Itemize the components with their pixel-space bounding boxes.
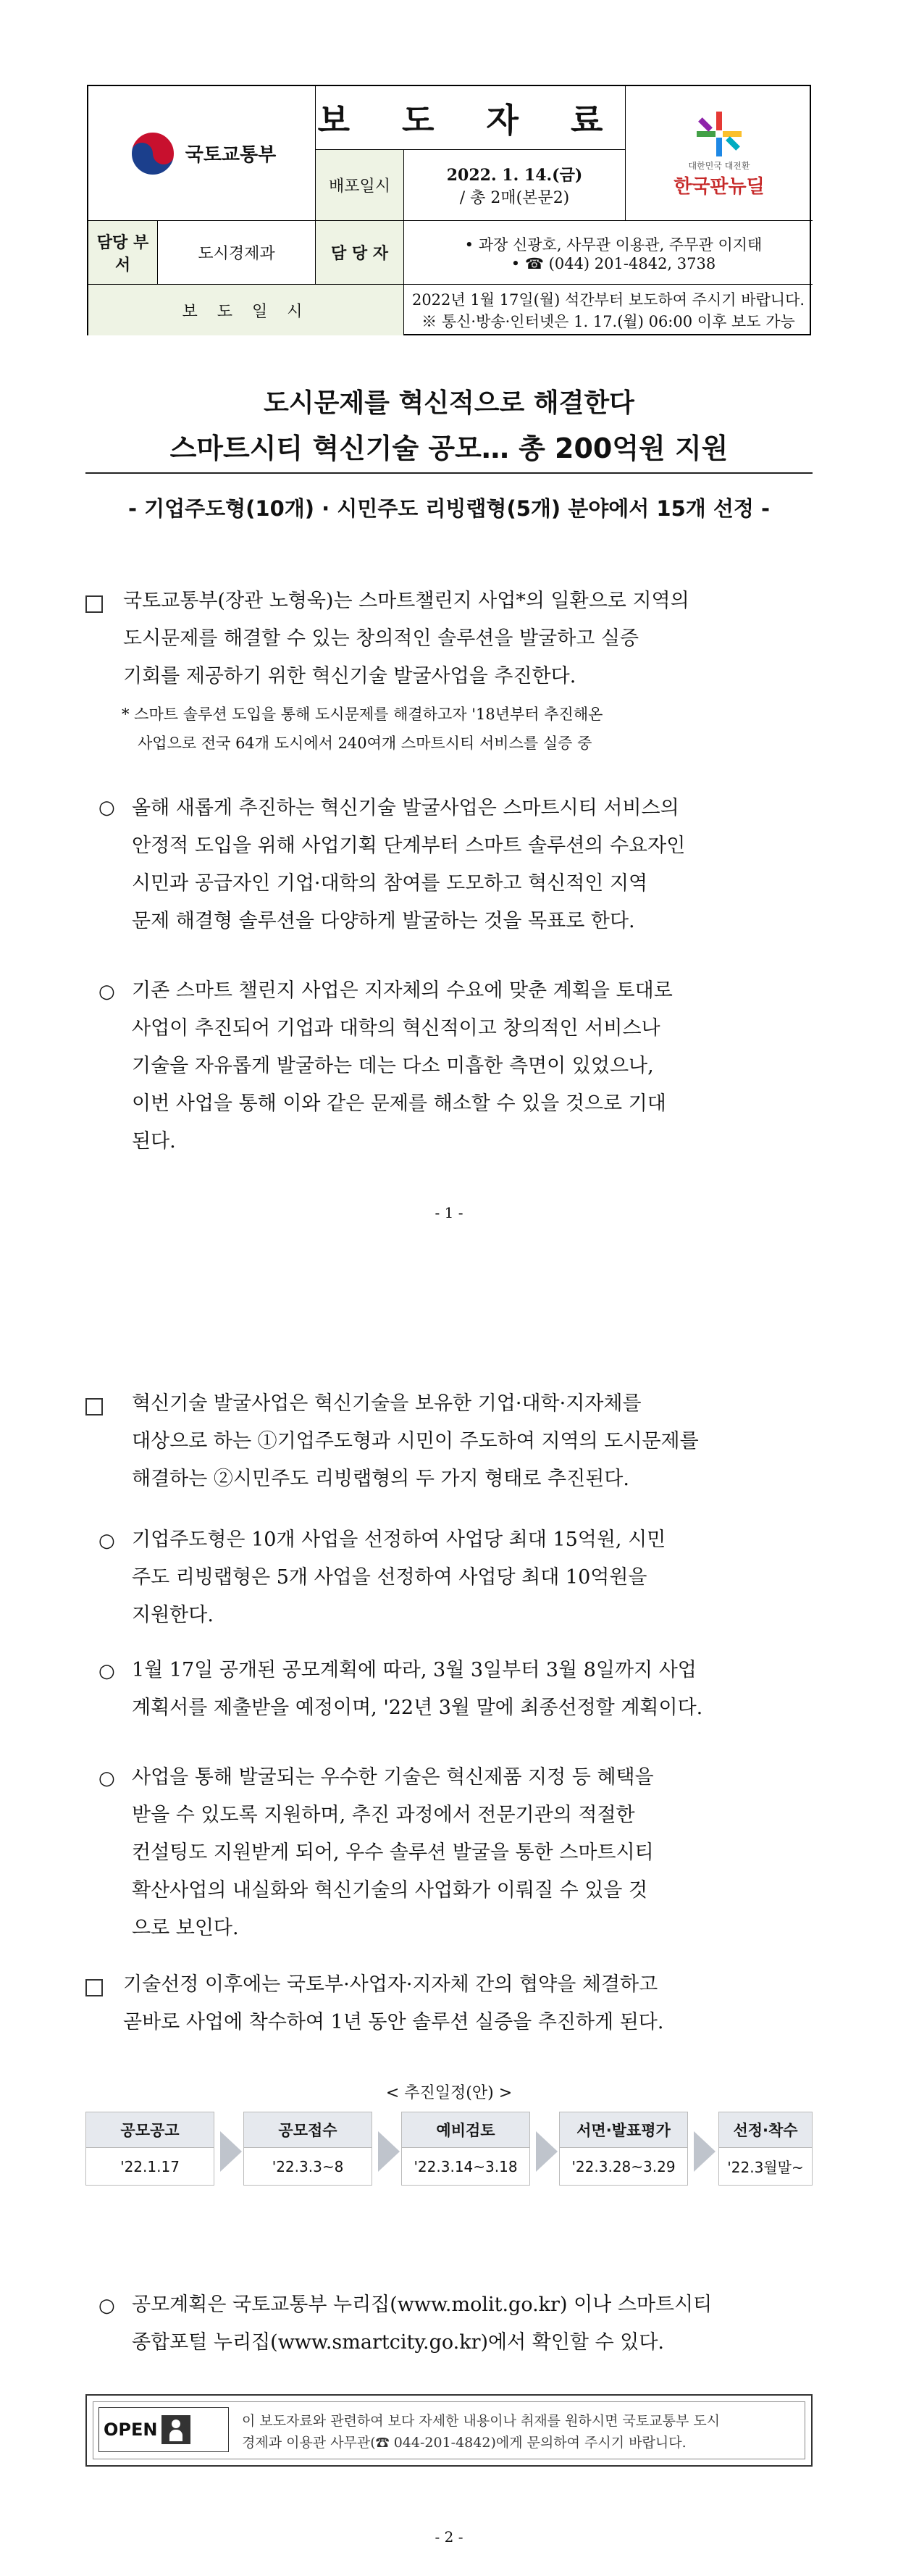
paragraph-8-line: 곧바로 사업에 착수하여 1년 동안 솔루션 실증을 추진하게 된다. xyxy=(123,2011,664,2033)
footer-text-line: 경제과 이용관 사무관(☎ 044-201-4842)에게 문의하여 주시기 바랍니다. xyxy=(242,2435,687,2451)
arrow-right-icon xyxy=(536,2131,558,2172)
embargo-cell xyxy=(404,285,813,335)
paragraph-5 xyxy=(132,1521,811,1634)
schedule-date: '22.3월말~ xyxy=(718,2148,813,2186)
paragraph-7-line: 사업을 통해 발굴되는 우수한 기술은 혁신제품 지정 등 혜택을 xyxy=(132,1766,654,1789)
page-number-2: - 2 - xyxy=(435,2528,463,2546)
paragraph-7-line: 확산사업의 내실화와 혁신기술의 사업화가 이뤄질 수 있을 것 xyxy=(132,1879,648,1902)
paragraph-2-line: 시민과 공급자인 기업·대학의 참여를 도모하고 혁신적인 지역 xyxy=(132,872,648,895)
schedule-step: 선정·착수 xyxy=(718,2112,813,2148)
circle-bullet-icon: ○ xyxy=(98,797,115,819)
paragraph-7-line: 받을 수 있도록 지원하며, 추진 과정에서 전문기관의 적절한 xyxy=(132,1804,635,1826)
press-release-title: 보 도 자 료 xyxy=(316,86,626,150)
paragraph-8 xyxy=(123,1966,811,2041)
schedule-step: 예비검토 xyxy=(401,2112,530,2148)
paragraph-2-line: 안정적 도입을 위해 사업기획 단계부터 스마트 솔루션의 수요자인 xyxy=(132,835,686,857)
headline-rule xyxy=(85,472,813,474)
schedule-date: '22.1.17 xyxy=(85,2148,214,2186)
paragraph-6-line: 계획서를 제출받을 예정이며, '22년 3월 말에 최종선정할 계획이다. xyxy=(132,1697,703,1719)
paragraph-4 xyxy=(132,1385,811,1498)
dept-label: 담당 부서 xyxy=(88,221,158,285)
brand-name: 한국판뉴딜 xyxy=(674,175,765,198)
contact-line-1: • 과장 신광호, 사무관 이용관, 주무관 이지태 xyxy=(464,235,763,254)
square-bullet-icon xyxy=(85,595,103,613)
contact-line-2: • ☎ (044) 201-4842, 3738 xyxy=(511,254,716,272)
paragraph-2-line: 문제 해결형 솔루션을 다양하게 발굴하는 것을 목표로 한다. xyxy=(132,910,635,932)
paragraph-9 xyxy=(132,2286,811,2362)
paragraph-4-line: 혁신기술 발굴사업은 혁신기술을 보유한 기업·대학·지자체를 xyxy=(132,1392,642,1415)
circle-bullet-icon: ○ xyxy=(98,1660,115,1682)
paragraph-7 xyxy=(132,1759,811,1947)
release-date-cell xyxy=(404,150,626,221)
footer-text-line: 이 보도자료와 관련하여 보다 자세한 내용이나 취재를 원하시면 국토교통부 도시 xyxy=(242,2413,721,2429)
kogl-open-logo xyxy=(98,2407,229,2452)
ministry-logo-cell xyxy=(88,86,316,221)
arrow-right-icon xyxy=(220,2131,242,2172)
paragraph-5-line: 기업주도형은 10개 사업을 선정하여 사업당 최대 15억원, 시민 xyxy=(132,1529,666,1551)
square-bullet-icon xyxy=(85,1979,103,1996)
paragraph-4-line: 해결하는 ②시민주도 리빙랩형의 두 가지 형태로 추진된다. xyxy=(132,1468,629,1490)
taegeuk-logo-icon xyxy=(127,128,178,179)
paragraph-3-line: 기술을 자유롭게 발굴하는 데는 다소 미흡한 측면이 있었으나, xyxy=(132,1055,654,1077)
headline-subtitle: - 기업주도형(10개) · 시민주도 리빙랩형(5개) 분야에서 15개 선정 - xyxy=(127,496,771,521)
paragraph-1-note xyxy=(122,700,810,758)
paragraph-6-line: 1월 17일 공개된 공모계획에 따라, 3월 3일부터 3월 8일까지 사업 xyxy=(132,1659,697,1681)
release-date-value: 2022. 1. 14.(금) xyxy=(446,165,583,185)
square-bullet-icon xyxy=(85,1398,103,1415)
headline-line-2: 스마트시티 혁신기술 공모… 총 200억원 지원 xyxy=(169,432,729,464)
release-date-label: 배포일시 xyxy=(316,150,404,221)
schedule-step: 서면·발표평가 xyxy=(559,2112,688,2148)
paragraph-3-line: 기존 스마트 챌린지 사업은 지자체의 수요에 맞춘 계획을 토대로 xyxy=(132,979,673,1002)
schedule-date: '22.3.28~3.29 xyxy=(559,2148,688,2186)
arrow-right-icon xyxy=(694,2131,716,2172)
paragraph-5-line: 지원한다. xyxy=(132,1604,214,1626)
paragraph-7-line: 으로 보인다. xyxy=(132,1917,239,1939)
embargo-line-2: ※ 통신·방송·인터넷은 1. 17.(월) 06:00 이후 보도 가능 xyxy=(421,313,795,330)
footer-text xyxy=(242,2410,800,2454)
paragraph-7-line: 컨설팅도 지원받게 되어, 우수 솔루션 발굴을 통한 스마트시티 xyxy=(132,1841,654,1864)
paragraph-3-line: 사업이 추진되어 기업과 대학의 혁신적이고 창의적인 서비스나 xyxy=(132,1017,660,1040)
page-count: / 총 2매(본문2) xyxy=(459,188,570,207)
circle-bullet-icon: ○ xyxy=(98,1530,115,1552)
arrow-right-icon xyxy=(378,2131,400,2172)
embargo-line-1: 2022년 1월 17일(월) 석간부터 보도하여 주시기 바랍니다. xyxy=(411,291,805,309)
contact-cell xyxy=(404,221,813,285)
page-number-1: - 1 - xyxy=(435,1204,463,1221)
circle-bullet-icon: ○ xyxy=(98,2295,115,2317)
paragraph-9-line: 종합포털 누리집(www.smartcity.go.kr)에서 확인할 수 있다. xyxy=(132,2331,665,2354)
person-icon xyxy=(161,2415,190,2444)
paragraph-8-line: 기술선정 이후에는 국토부·사업자·지자체 간의 협약을 체결하고 xyxy=(123,1973,658,1996)
schedule-step: 공모공고 xyxy=(85,2112,214,2148)
paragraph-1-line: 도시문제를 해결할 수 있는 창의적인 솔루션을 발굴하고 실증 xyxy=(123,627,639,650)
note-line: 사업으로 전국 64개 도시에서 240여개 스마트시티 서비스를 실증 중 xyxy=(138,735,592,752)
circle-bullet-icon: ○ xyxy=(98,981,115,1003)
new-deal-logo-icon xyxy=(694,109,744,159)
paragraph-3-line: 된다. xyxy=(132,1130,176,1153)
schedule-date: '22.3.3~8 xyxy=(243,2148,372,2186)
new-deal-logo-cell xyxy=(626,86,813,221)
paragraph-1 xyxy=(123,582,811,695)
embargo-label: 보 도 일 시 xyxy=(88,285,404,335)
paragraph-2 xyxy=(132,790,811,940)
circle-bullet-icon: ○ xyxy=(98,1768,115,1789)
brand-small-text: 대한민국 대전환 xyxy=(688,160,750,171)
paragraph-1-line: 기회를 제공하기 위한 혁신기술 발굴사업을 추진한다. xyxy=(123,665,576,687)
paragraph-4-line: 대상으로 하는 ①기업주도형과 시민이 주도하여 지역의 도시문제를 xyxy=(132,1430,699,1452)
paragraph-6 xyxy=(132,1652,811,1727)
paragraph-9-line: 공모계획은 국토교통부 누리집(www.molit.go.kr) 이나 스마트시티 xyxy=(132,2293,713,2316)
paragraph-5-line: 주도 리빙랩형은 5개 사업을 선정하여 사업당 최대 10억원을 xyxy=(132,1566,647,1589)
paragraph-1-line: 국토교통부(장관 노형욱)는 스마트챌린지 사업*의 일환으로 지역의 xyxy=(123,590,689,612)
open-logo-text: OPEN xyxy=(104,2420,158,2440)
press-header-table xyxy=(87,85,811,335)
dept-value: 도시경제과 xyxy=(158,221,316,285)
paragraph-2-line: 올해 새롭게 추진하는 혁신기술 발굴사업은 스마트시티 서비스의 xyxy=(132,797,679,819)
schedule-step: 공모접수 xyxy=(243,2112,372,2148)
ministry-name: 국토교통부 xyxy=(185,144,277,166)
note-line: * 스마트 솔루션 도입을 통해 도시문제를 해결하고자 '18년부터 추진해온 xyxy=(122,706,603,723)
headline-line-1: 도시문제를 혁신적으로 해결한다 xyxy=(264,388,634,418)
schedule-date: '22.3.14~3.18 xyxy=(401,2148,530,2186)
schedule-title: < 추진일정(안) > xyxy=(385,2084,513,2102)
contact-footer xyxy=(85,2394,813,2467)
contact-label: 담 당 자 xyxy=(316,221,404,285)
paragraph-3-line: 이번 사업을 통해 이와 같은 문제를 해소할 수 있을 것으로 기대 xyxy=(132,1092,666,1115)
paragraph-3 xyxy=(132,972,811,1161)
